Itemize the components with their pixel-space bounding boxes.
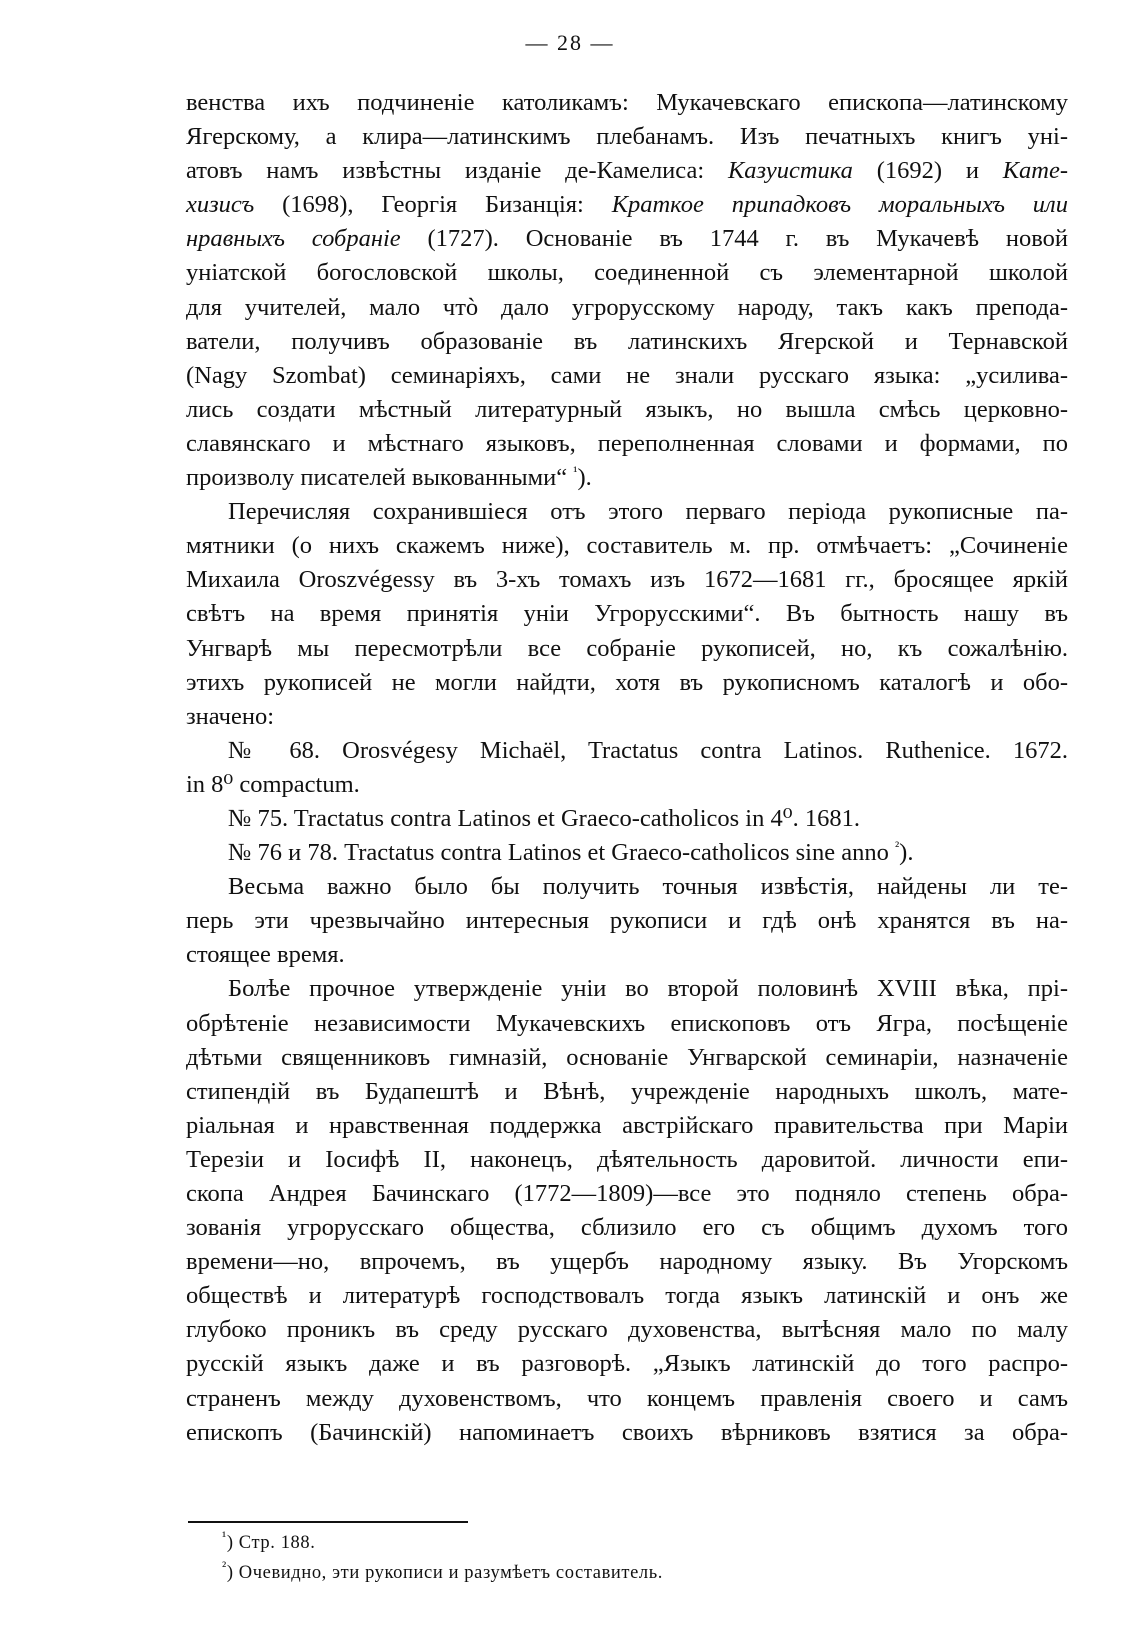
text-line: ватели, получивъ образованіе въ латинскихъ Ягерской и Тернавской bbox=[186, 327, 1068, 355]
text-line bbox=[186, 461, 1068, 495]
footnote-text: ) Очевидно, эти рукописи и разумѣетъ составитель. bbox=[226, 1563, 663, 1583]
text-line: Ягерскому, а клира—латинскимъ плебанамъ. Изъ печатныхъ книгъ уні- bbox=[186, 123, 1068, 151]
text-line: Унгварѣ мы пересмотрѣли все собраніе рукописей, но, къ сожалѣнію. bbox=[186, 634, 1068, 662]
page-number: — 28 — bbox=[525, 30, 615, 55]
text-line: Весьма важно было бы получить точныя извѣстія, найдены ли те- bbox=[228, 873, 1068, 901]
text-line: скопа Андрея Бачинскаго (1772—1809)—все это подняло степень обра- bbox=[186, 1180, 1068, 1207]
book-title: Казуистика bbox=[727, 157, 853, 185]
text-line: стоящее время. bbox=[186, 941, 345, 969]
text-line: стипендій въ Будапештѣ и Вѣнѣ, учрежденіе народныхъ школъ, мате- bbox=[186, 1077, 1068, 1105]
text-line: лись создати мѣстный литературный языкъ, но вышла смѣсь церковно- bbox=[186, 395, 1068, 423]
text-line: свѣтъ на время принятія уніи Угрорусскими“. Въ бытность нашу въ bbox=[186, 600, 1068, 628]
text-span: произволу писателей выкованными“ bbox=[186, 464, 574, 492]
book-title: Кате- bbox=[1002, 157, 1068, 185]
text-line: зованія угрорусскаго общества, сблизило его съ общимъ духомъ того bbox=[186, 1214, 1068, 1242]
footnote-mark: ¹ bbox=[222, 1529, 227, 1545]
text-span: (1727). Основаніе въ 1744 г. въ Мукачевѣ новой bbox=[400, 225, 1068, 253]
text-span: № 76 и 78. Tractatus contra Latinos et Graeco-catholicos sine anno bbox=[228, 839, 895, 867]
text-line bbox=[186, 154, 1068, 188]
text-line: русскій языкъ даже и въ разговорѣ. „Языкъ латинскій до того распро- bbox=[186, 1350, 1068, 1378]
body-text bbox=[186, 86, 1068, 1450]
footnote-text: ) Стр. 188. bbox=[226, 1533, 316, 1553]
text-line: мятники (о нихъ скажемъ ниже), составитель м. пр. отмѣчаетъ: „Сочиненіе bbox=[186, 532, 1068, 560]
text-span: (1692) и bbox=[852, 157, 1003, 185]
text-line: для учителей, мало чтò дало угрорусскому народу, такъ какъ препода- bbox=[186, 293, 1068, 321]
catalog-entry: № 75. Tractatus contra Latinos et Graeco-catholicos in 4⁰. 1681. bbox=[228, 804, 860, 832]
text-line: перь эти чрезвычайно интересныя рукописи и гдѣ онѣ хранятся въ на- bbox=[186, 907, 1068, 935]
text-line: Болѣе прочное утвержденіе уніи во второй половинѣ XVIII вѣка, прі- bbox=[228, 975, 1068, 1003]
text-line: значено: bbox=[186, 702, 275, 730]
text-line: Перечисляя сохранившіеся отъ этого перваго періода рукописные па- bbox=[228, 498, 1068, 526]
text-line bbox=[186, 188, 1068, 222]
text-line: венства ихъ подчиненіе католикамъ: Мукачевскаго епископа—латинскому bbox=[186, 89, 1068, 116]
text-line: ріальная и нравственная поддержка австрійскаго правительства при Маріи bbox=[186, 1111, 1068, 1139]
text-span: атовъ намъ извѣстны изданіе де-Камелиса: bbox=[186, 157, 728, 185]
text-line: дѣтьми священниковъ гимназій, основаніе Унгварской семинаріи, назначеніе bbox=[186, 1043, 1068, 1071]
catalog-entry: in 8⁰ compactum. bbox=[186, 770, 360, 798]
text-line: страненъ между духовенствомъ, что концемъ правленія своего и самъ bbox=[186, 1384, 1068, 1412]
text-line: (Nagy Szombat) семинаріяхъ, сами не знали русскаго языка: „усилива- bbox=[186, 361, 1068, 389]
footnote bbox=[222, 1531, 315, 1555]
text-line: времени—но, впрочемъ, въ ущербъ народному языку. Въ Угорскомъ bbox=[186, 1248, 1068, 1276]
footnote-ref: ¹ bbox=[573, 464, 578, 480]
footnote bbox=[222, 1561, 663, 1585]
catalog-entry bbox=[186, 836, 1068, 870]
text-line: глубоко проникъ въ среду русскаго духовенства, вытѣсняя мало по малу bbox=[186, 1316, 1068, 1344]
text-line: обществѣ и литературѣ господствовалъ тогда языкъ латинскій и онъ же bbox=[186, 1282, 1068, 1310]
book-title: нравныхъ собраніе bbox=[186, 225, 401, 253]
text-span: ). bbox=[577, 464, 592, 492]
footnote-divider bbox=[188, 1521, 468, 1523]
footnote-ref: ² bbox=[894, 839, 900, 855]
footnote-mark: ² bbox=[222, 1559, 227, 1575]
catalog-entry: № 68. Orosvégesy Michaël, Tractatus contra Latinos. Ruthenice. 1672. bbox=[228, 736, 1068, 764]
text-line: обрѣтеніе независимости Мукачевскихъ епископовъ отъ Ягра, посѣщеніе bbox=[186, 1009, 1068, 1037]
book-title: Краткое припадковъ моральныхъ или bbox=[611, 191, 1068, 219]
text-line: славянскаго и мѣстнаго языковъ, переполненная словами и формами, по bbox=[186, 429, 1068, 457]
text-line: Терезіи и Іосифѣ II, наконецъ, дѣятельность даровитой. личности епи- bbox=[186, 1145, 1068, 1173]
text-span: (1698), Георгія Бизанція: bbox=[254, 191, 612, 219]
text-line: епископъ (Бачинскій) напоминаетъ своихъ вѣрниковъ взятися за обра- bbox=[186, 1418, 1068, 1446]
text-line bbox=[186, 222, 1068, 256]
text-line: уніатской богословской школы, соединенной съ элементарной школой bbox=[186, 259, 1068, 287]
text-line: Михаила Oroszvégessy въ 3-хъ томахъ изъ 1672—1681 гг., бросящее яркій bbox=[186, 566, 1068, 594]
text-span: ). bbox=[899, 839, 914, 867]
book-title: хизисъ bbox=[186, 191, 255, 219]
text-line: этихъ рукописей не могли найдти, хотя въ рукописномъ каталогѣ и обо- bbox=[186, 668, 1068, 696]
